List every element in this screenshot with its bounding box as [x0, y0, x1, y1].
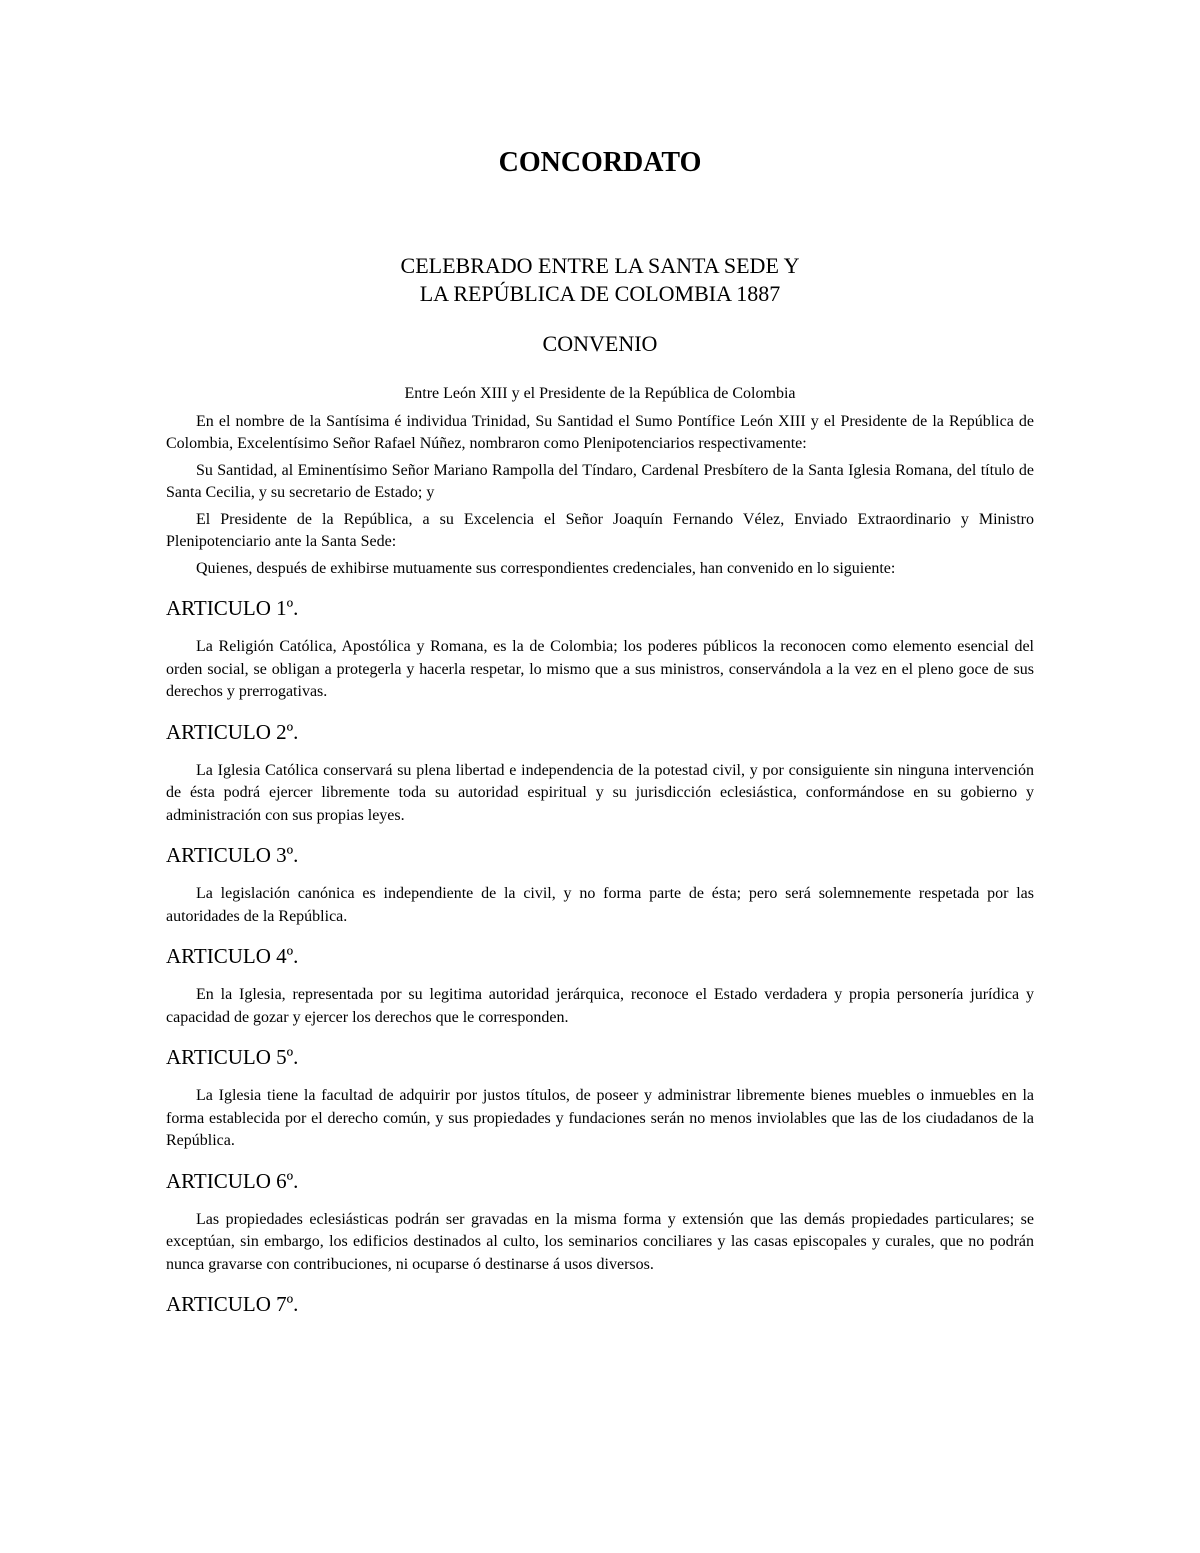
intro-paragraph: Su Santidad, al Eminentísimo Señor Mariano Rampolla del Tíndaro, Cardenal Presbítero de la Santa Iglesia Romana, del título de Santa Cecilia, y su secretario de Estado; y	[166, 461, 1034, 501]
article-heading: ARTICULO 3º.	[166, 843, 299, 867]
article-heading: ARTICULO 2º.	[166, 719, 299, 744]
article-text: Las propiedades eclesiásticas podrán ser gravadas en la misma forma y extensión que las demás propiedades particulares; se exceptúan, sin embargo, los edificios destinados al culto, los seminarios conciliares y las casas episcopales y curales, que no podrán nunca gravarse con contribuciones, ni ocuparse ó destinarse á usos diversos.	[166, 1210, 1034, 1273]
article-heading: ARTICULO 7º.	[166, 1292, 299, 1316]
article-heading: ARTICULO 4º.	[166, 944, 299, 968]
intro-paragraph: En el nombre de la Santísima é individua Trinidad, Su Santidad el Sumo Pontífice León XIII y el Presidente de la República de Colombia, Excelentísimo Señor Rafael Núñez, nombraron como Plenipotenciarios respectivamente:	[166, 412, 1034, 452]
article-text: En la Iglesia, representada por su legitima autoridad jerárquica, reconoce el Estado verdadera y propia personería jurídica y capacidad de gozar y ejercer los derechos que le corresponden.	[166, 986, 1034, 1026]
document-body	[166, 383, 1034, 1332]
convenio-heading: CONVENIO	[542, 331, 658, 356]
article-heading: ARTICULO 1º.	[166, 596, 299, 620]
intro-paragraph: El Presidente de la República, a su Excelencia el Señor Joaquín Fernando Vélez, Enviado Extraordinario y Ministro Plenipotenciario ante la Santa Sede:	[166, 510, 1034, 550]
article-text: La Religión Católica, Apostólica y Romana, es la de Colombia; los poderes públicos la reconocen como elemento esencial del orden social, se obligan a protegerla y hacerla respetar, lo mismo que a sus ministros, conservándola a la vez en el pleno goce de sus derechos y prerrogativas.	[166, 638, 1034, 700]
subtitle-line-2: LA REPÚBLICA DE COLOMBIA 1887	[419, 281, 781, 306]
subtitle-line-1: CELEBRADO ENTRE LA SANTA SEDE Y	[400, 253, 800, 278]
document-subtitle	[0, 252, 1200, 308]
article-text: La legislación canónica es independiente de la civil, y no forma parte de ésta; pero será solemnemente respetada por las autoridades de la República.	[166, 885, 1034, 925]
article-text: La Iglesia tiene la facultad de adquirir por justos títulos, de poseer y administrar libremente bienes muebles o inmuebles en la forma establecida por el derecho común, y sus propiedades y fundaciones serán no menos inviolables que las de los ciudadanos de la República.	[166, 1087, 1034, 1149]
article-text: La Iglesia Católica conservará su plena libertad e independencia de la potestad civil, y por consiguiente sin ninguna intervención de ésta podrá ejercer libremente toda su autoridad espiritual y su jurisdicción eclesiástica, conformándose en su gobierno y administración con sus propias leyes.	[166, 761, 1034, 824]
parties-line: Entre León XIII y el Presidente de la República de Colombia	[404, 385, 796, 402]
article-heading: ARTICULO 5º.	[166, 1045, 299, 1069]
article-heading: ARTICULO 6º.	[166, 1168, 299, 1193]
document-title: CONCORDATO	[498, 147, 702, 178]
intro-paragraph: Quienes, después de exhibirse mutuamente sus correspondientes credenciales, han convenido en lo siguiente:	[196, 559, 896, 577]
